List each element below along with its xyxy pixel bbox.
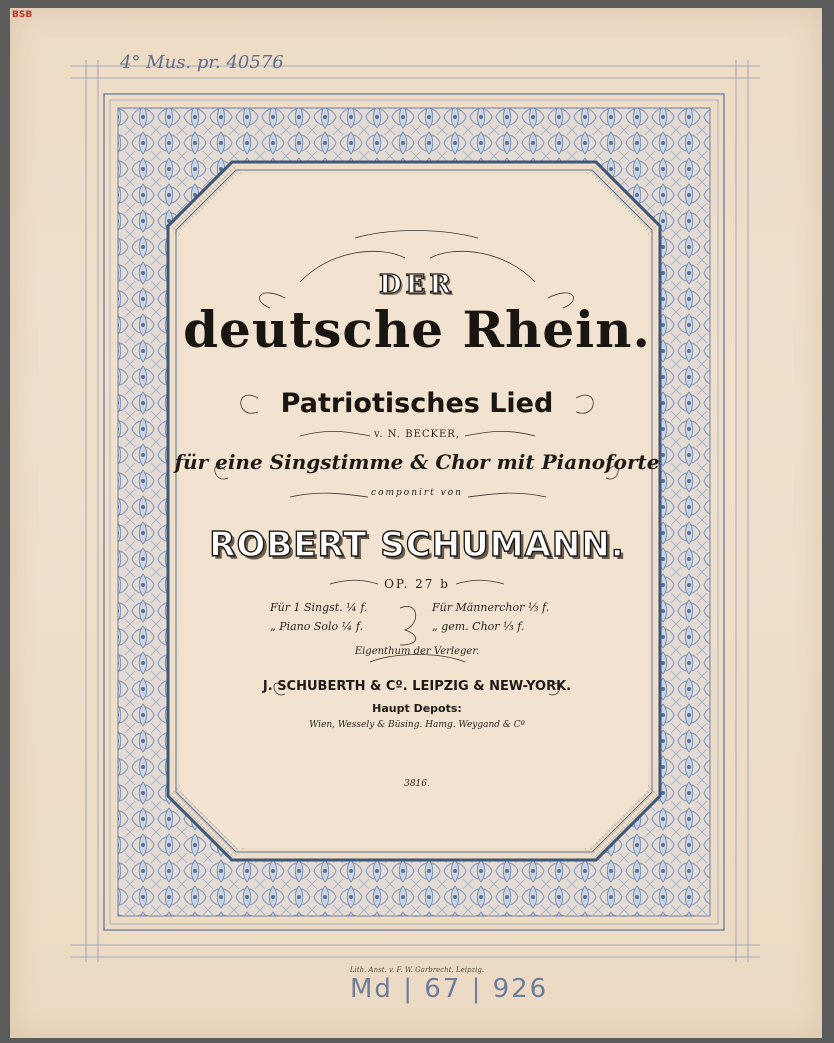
voicing-line: für eine Singstimme & Chor mit Pianoforte [174,450,660,474]
shelfmark-handwritten-top: 4° Mus. pr. 40576 [120,52,284,73]
printer-credit: Lith. Anst. v. F. W. Garbrecht, Leipzig. [349,966,485,974]
depots-list: Wien, Wessely & Büsing. Hamg. Weygand & Cº [309,720,525,730]
ownership-note: Eigenthum der Verleger. [354,646,480,657]
composer-name: ROBERT SCHUMANN. [209,525,625,565]
title-der: DER [379,270,455,300]
poet-credit: v. N. BECKER, [373,429,461,440]
title-main: deutsche Rhein. [183,300,651,359]
plate-number: 3816. [404,779,430,789]
shelfmark-handwritten-bottom: Md | 67 | 926 [350,974,549,1004]
publisher-line: J. SCHUBERTH & Cº. LEIPZIG & NEW-YORK. [262,679,572,694]
subtitle: Patriotisches Lied [280,388,554,419]
opus-number: OP. 27 b [384,577,450,591]
price-item: „ Piano Solo ¼ f. [270,620,364,633]
price-item: „ gem. Chor ⅓ f. [432,620,525,633]
price-item: Für 1 Singst. ¼ f. [270,601,368,614]
composed-by-label: componirt von [371,488,463,498]
price-item: Für Männerchor ⅓ f. [432,601,550,614]
depots-heading: Haupt Depots: [372,702,462,715]
library-stamp: BSB [12,10,33,20]
